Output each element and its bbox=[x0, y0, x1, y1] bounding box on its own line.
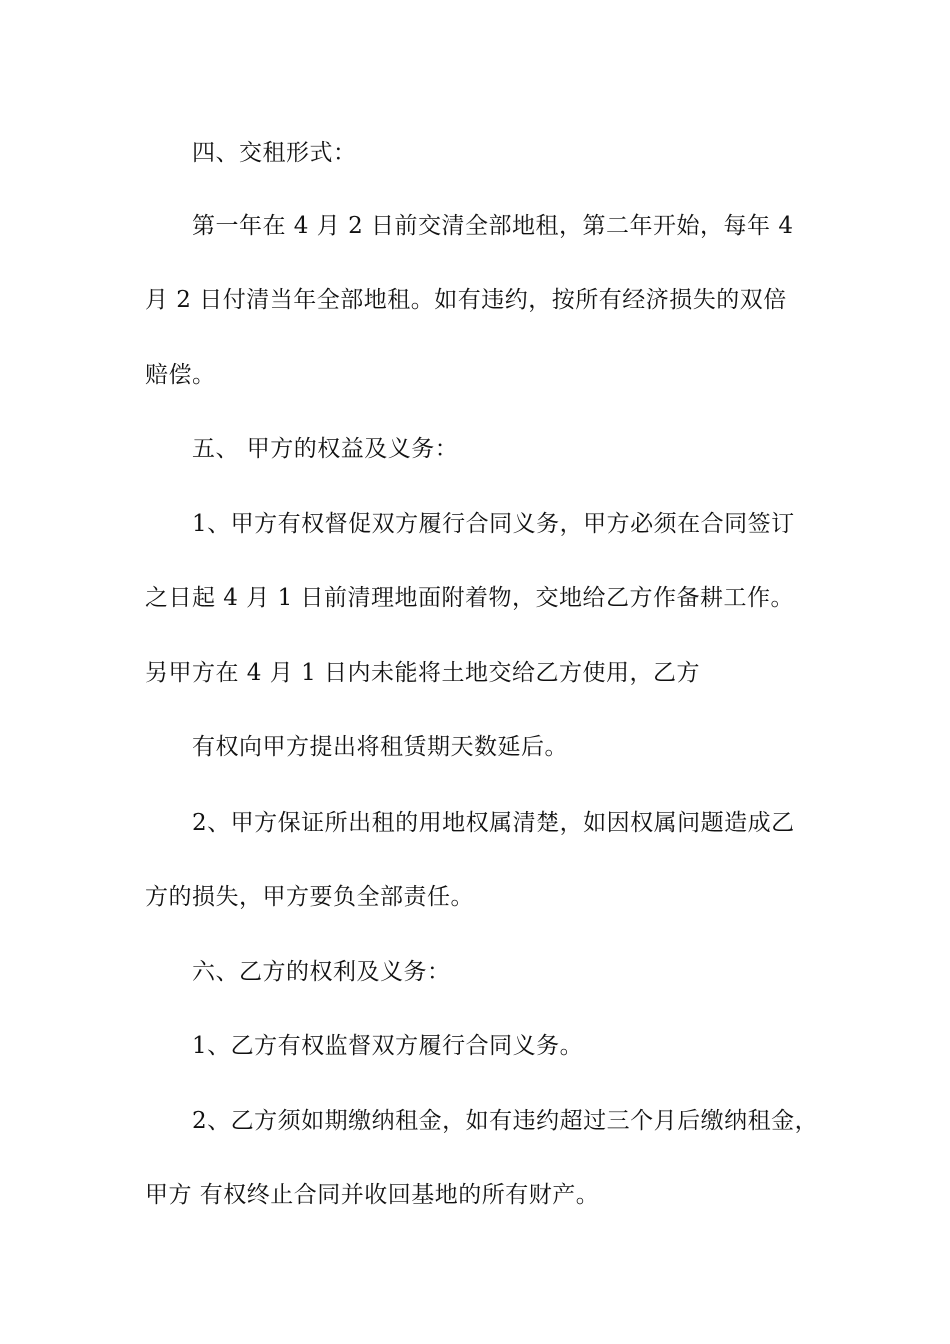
paragraph-line: 另甲方在 4 月 1 日内未能将土地交给乙方使用，乙方 bbox=[145, 660, 701, 686]
paragraph-line: 2、甲方保证所出租的用地权属清楚，如因权属问题造成乙 bbox=[192, 810, 795, 836]
section-heading-4: 四、交租形式： bbox=[192, 140, 357, 166]
paragraph-line: 甲方 有权终止合同并收回基地的所有财产。 bbox=[145, 1182, 600, 1208]
paragraph-line: 月 2 日付清当年全部地租。如有违约，按所有经济损失的双倍 bbox=[145, 287, 787, 313]
paragraph-line: 之日起 4 月 1 日前清理地面附着物，交地给乙方作备耕工作。 bbox=[145, 585, 795, 611]
section-heading-5: 五、 甲方的权益及义务： bbox=[192, 436, 459, 462]
paragraph-line: 2、乙方须如期缴纳租金，如有违约超过三个月后缴纳租金， bbox=[192, 1108, 819, 1134]
section-heading-6: 六、乙方的权利及义务： bbox=[192, 959, 451, 985]
paragraph-line: 第一年在 4 月 2 日前交清全部地租，第二年开始，每年 4 bbox=[192, 213, 794, 239]
paragraph-line: 赔偿。 bbox=[145, 362, 216, 388]
paragraph-line: 1、乙方有权监督双方履行合同义务。 bbox=[192, 1033, 584, 1059]
paragraph-line: 有权向甲方提出将租赁期天数延后。 bbox=[192, 734, 568, 760]
paragraph-line: 1、甲方有权督促双方履行合同义务，甲方必须在合同签订 bbox=[192, 511, 795, 537]
paragraph-line: 方的损失，甲方要负全部责任。 bbox=[145, 884, 474, 910]
